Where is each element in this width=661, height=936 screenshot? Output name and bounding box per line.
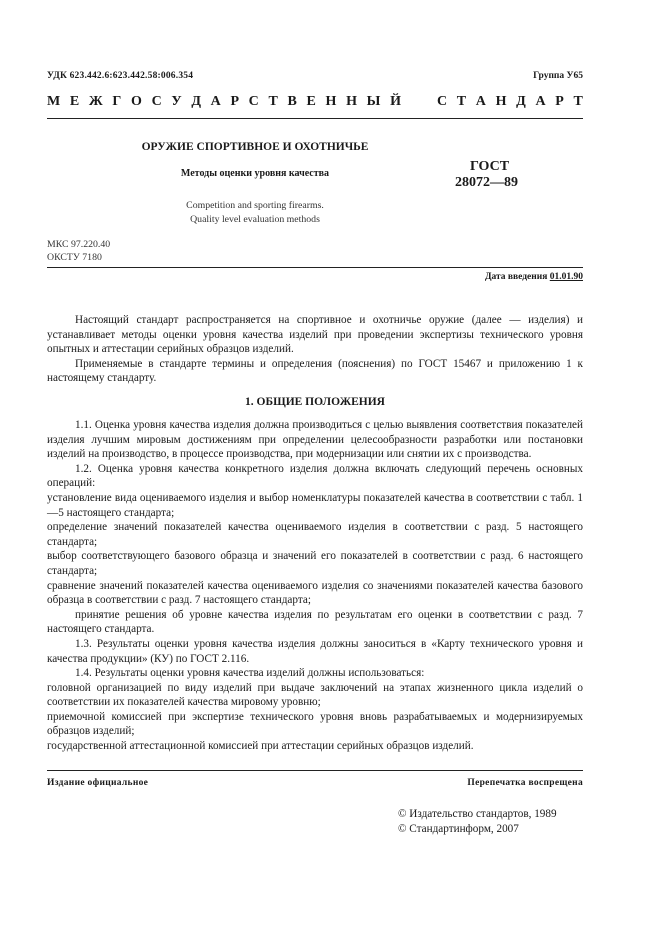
banner-letter: Е xyxy=(69,94,80,109)
banner-letter: Т xyxy=(573,94,583,109)
banner-letter: А xyxy=(475,94,486,109)
banner-letter: Й xyxy=(390,94,401,109)
mks-code: МКС 97.220.40 xyxy=(47,239,111,250)
intro-section xyxy=(47,313,583,386)
okstu-code: ОКСТУ 7180 xyxy=(47,252,102,263)
banner-letter: Т xyxy=(268,94,278,109)
banner-letter: А xyxy=(210,94,221,109)
paragraph: приемочной комиссией при экспертизе технического уровня вновь разрабатываемых и модернизируемых образцов изделий; xyxy=(47,710,583,738)
paragraph: головной организацией по виду изделий при выдаче заключений на этапах жизненного цикла изделий о соответствии их показателей качества мировому уровню; xyxy=(47,681,583,709)
banner-letter: Г xyxy=(112,94,122,109)
header-rule xyxy=(47,118,583,119)
official-edition-note: Издание официальное xyxy=(47,778,149,788)
paragraph: сравнение значений показателей качества оцениваемого изделия со значениями показателей качества базового образца в соответствии с разд. 7 настоящего стандарта; xyxy=(47,579,583,607)
document-subtitle: Методы оценки уровня качества xyxy=(180,168,330,179)
banner-letter xyxy=(411,94,415,110)
intro-paragraph: Применяемые в стандарте термины и определения (пояснения) по ГОСТ 15467 и приложению 1 к настоящему стандарту. xyxy=(47,357,583,385)
classification-codes xyxy=(47,238,110,264)
paragraph: 1.4. Результаты оценки уровня качества изделий должны использоваться: xyxy=(75,667,425,680)
english-title xyxy=(100,199,410,227)
intro-paragraph: Настоящий стандарт распространяется на спортивное и охотничье оружие (далее — изделия) и устанавливает методы оценки уровня качества изделий при проведении экспертизы технического уровня опытных и аттестации серийных образцов изделий. xyxy=(47,314,583,356)
banner-letter: О xyxy=(131,94,142,109)
section-heading: 1. ОБЩИЕ ПОЛОЖЕНИЯ xyxy=(245,396,385,408)
banner-letter xyxy=(424,94,428,110)
banner-letter: Н xyxy=(346,94,357,109)
paragraph: установление вида оцениваемого изделия и выбор номенклатуры показателей качества в соответствии с табл. 1—5 настоящего стандарта; xyxy=(47,491,583,519)
copyright-publisher: © Издательство стандартов, 1989 xyxy=(398,808,557,820)
banner-letter: Н xyxy=(325,94,337,109)
interstate-standard-banner xyxy=(47,94,583,110)
paragraph: выбор соответствующего базового образца и значений его показателей в соответствии с разд. 6 настоящего стандарта; xyxy=(47,550,583,577)
banner-letter: Р xyxy=(555,94,564,109)
banner-letter: Ы xyxy=(366,94,381,109)
banner-letter: С xyxy=(436,94,448,109)
group-code: Группа У65 xyxy=(533,71,583,81)
reprint-prohibited-note: Перепечатка воспрещена xyxy=(467,778,583,788)
paragraph: принятие решения об уровне качества изделия по результатам его оценки в соответствии с разд. 7 настоящего стандарта. xyxy=(47,608,583,636)
section-body xyxy=(47,418,583,754)
banner-letter: Т xyxy=(456,94,467,109)
paragraph: определение значений показателей качества оцениваемого изделия в соответствии с разд. 5 настоящего стандарта; xyxy=(47,521,583,548)
banner-letter: Д xyxy=(191,94,201,109)
banner-letter: С xyxy=(248,94,259,109)
banner-letter: С xyxy=(151,94,162,109)
udk-code: УДК 623.442.6:623.442.58:006.354 xyxy=(47,71,194,81)
banner-letter: В xyxy=(287,94,297,109)
banner-letter: М xyxy=(47,94,61,109)
introduction-date-value: 01.01.90 xyxy=(549,272,583,282)
paragraph: 1.3. Результаты оценки уровня качества изделия должны заноситься в «Карту технического уровня и качества продукции» (КУ) по ГОСТ 2.116. xyxy=(47,637,583,665)
introduction-date-label: Дата введения xyxy=(484,272,548,282)
banner-letter: У xyxy=(171,94,182,109)
document-title: ОРУЖИЕ СПОРТИВНОЕ И ОХОТНИЧЬЕ xyxy=(141,141,369,153)
classification-rule xyxy=(47,267,583,268)
copyright-standartinform: © Стандартинформ, 2007 xyxy=(398,823,519,835)
banner-letter: Е xyxy=(306,94,316,109)
banner-letter: Р xyxy=(230,94,239,109)
gost-label: ГОСТ xyxy=(470,159,510,174)
banner-letter: Н xyxy=(495,94,507,109)
paragraph: 1.1. Оценка уровня качества изделия должна производиться с целью выявления соответствия показателей изделия лучшим мировым достижениям при определении целесообразности разработки или постановки изделий на производство, в процессе производства, при модернизации или снятии их с производства. xyxy=(47,419,583,461)
introduction-date xyxy=(485,272,583,282)
gost-number: 28072—89 xyxy=(455,175,518,190)
footer-rule xyxy=(47,770,583,771)
banner-letter: Д xyxy=(516,94,526,109)
banner-letter: А xyxy=(535,94,546,109)
english-title-line1: Competition and sporting firearms. xyxy=(186,200,324,211)
paragraph: государственной аттестационной комиссией при аттестации серийных образцов изделий. xyxy=(47,740,474,753)
paragraph: 1.2. Оценка уровня качества конкретного изделия должна включать следующий перечень основных операций: xyxy=(47,462,583,490)
banner-letter: Ж xyxy=(88,94,103,109)
english-title-line2: Quality level evaluation methods xyxy=(190,214,320,225)
